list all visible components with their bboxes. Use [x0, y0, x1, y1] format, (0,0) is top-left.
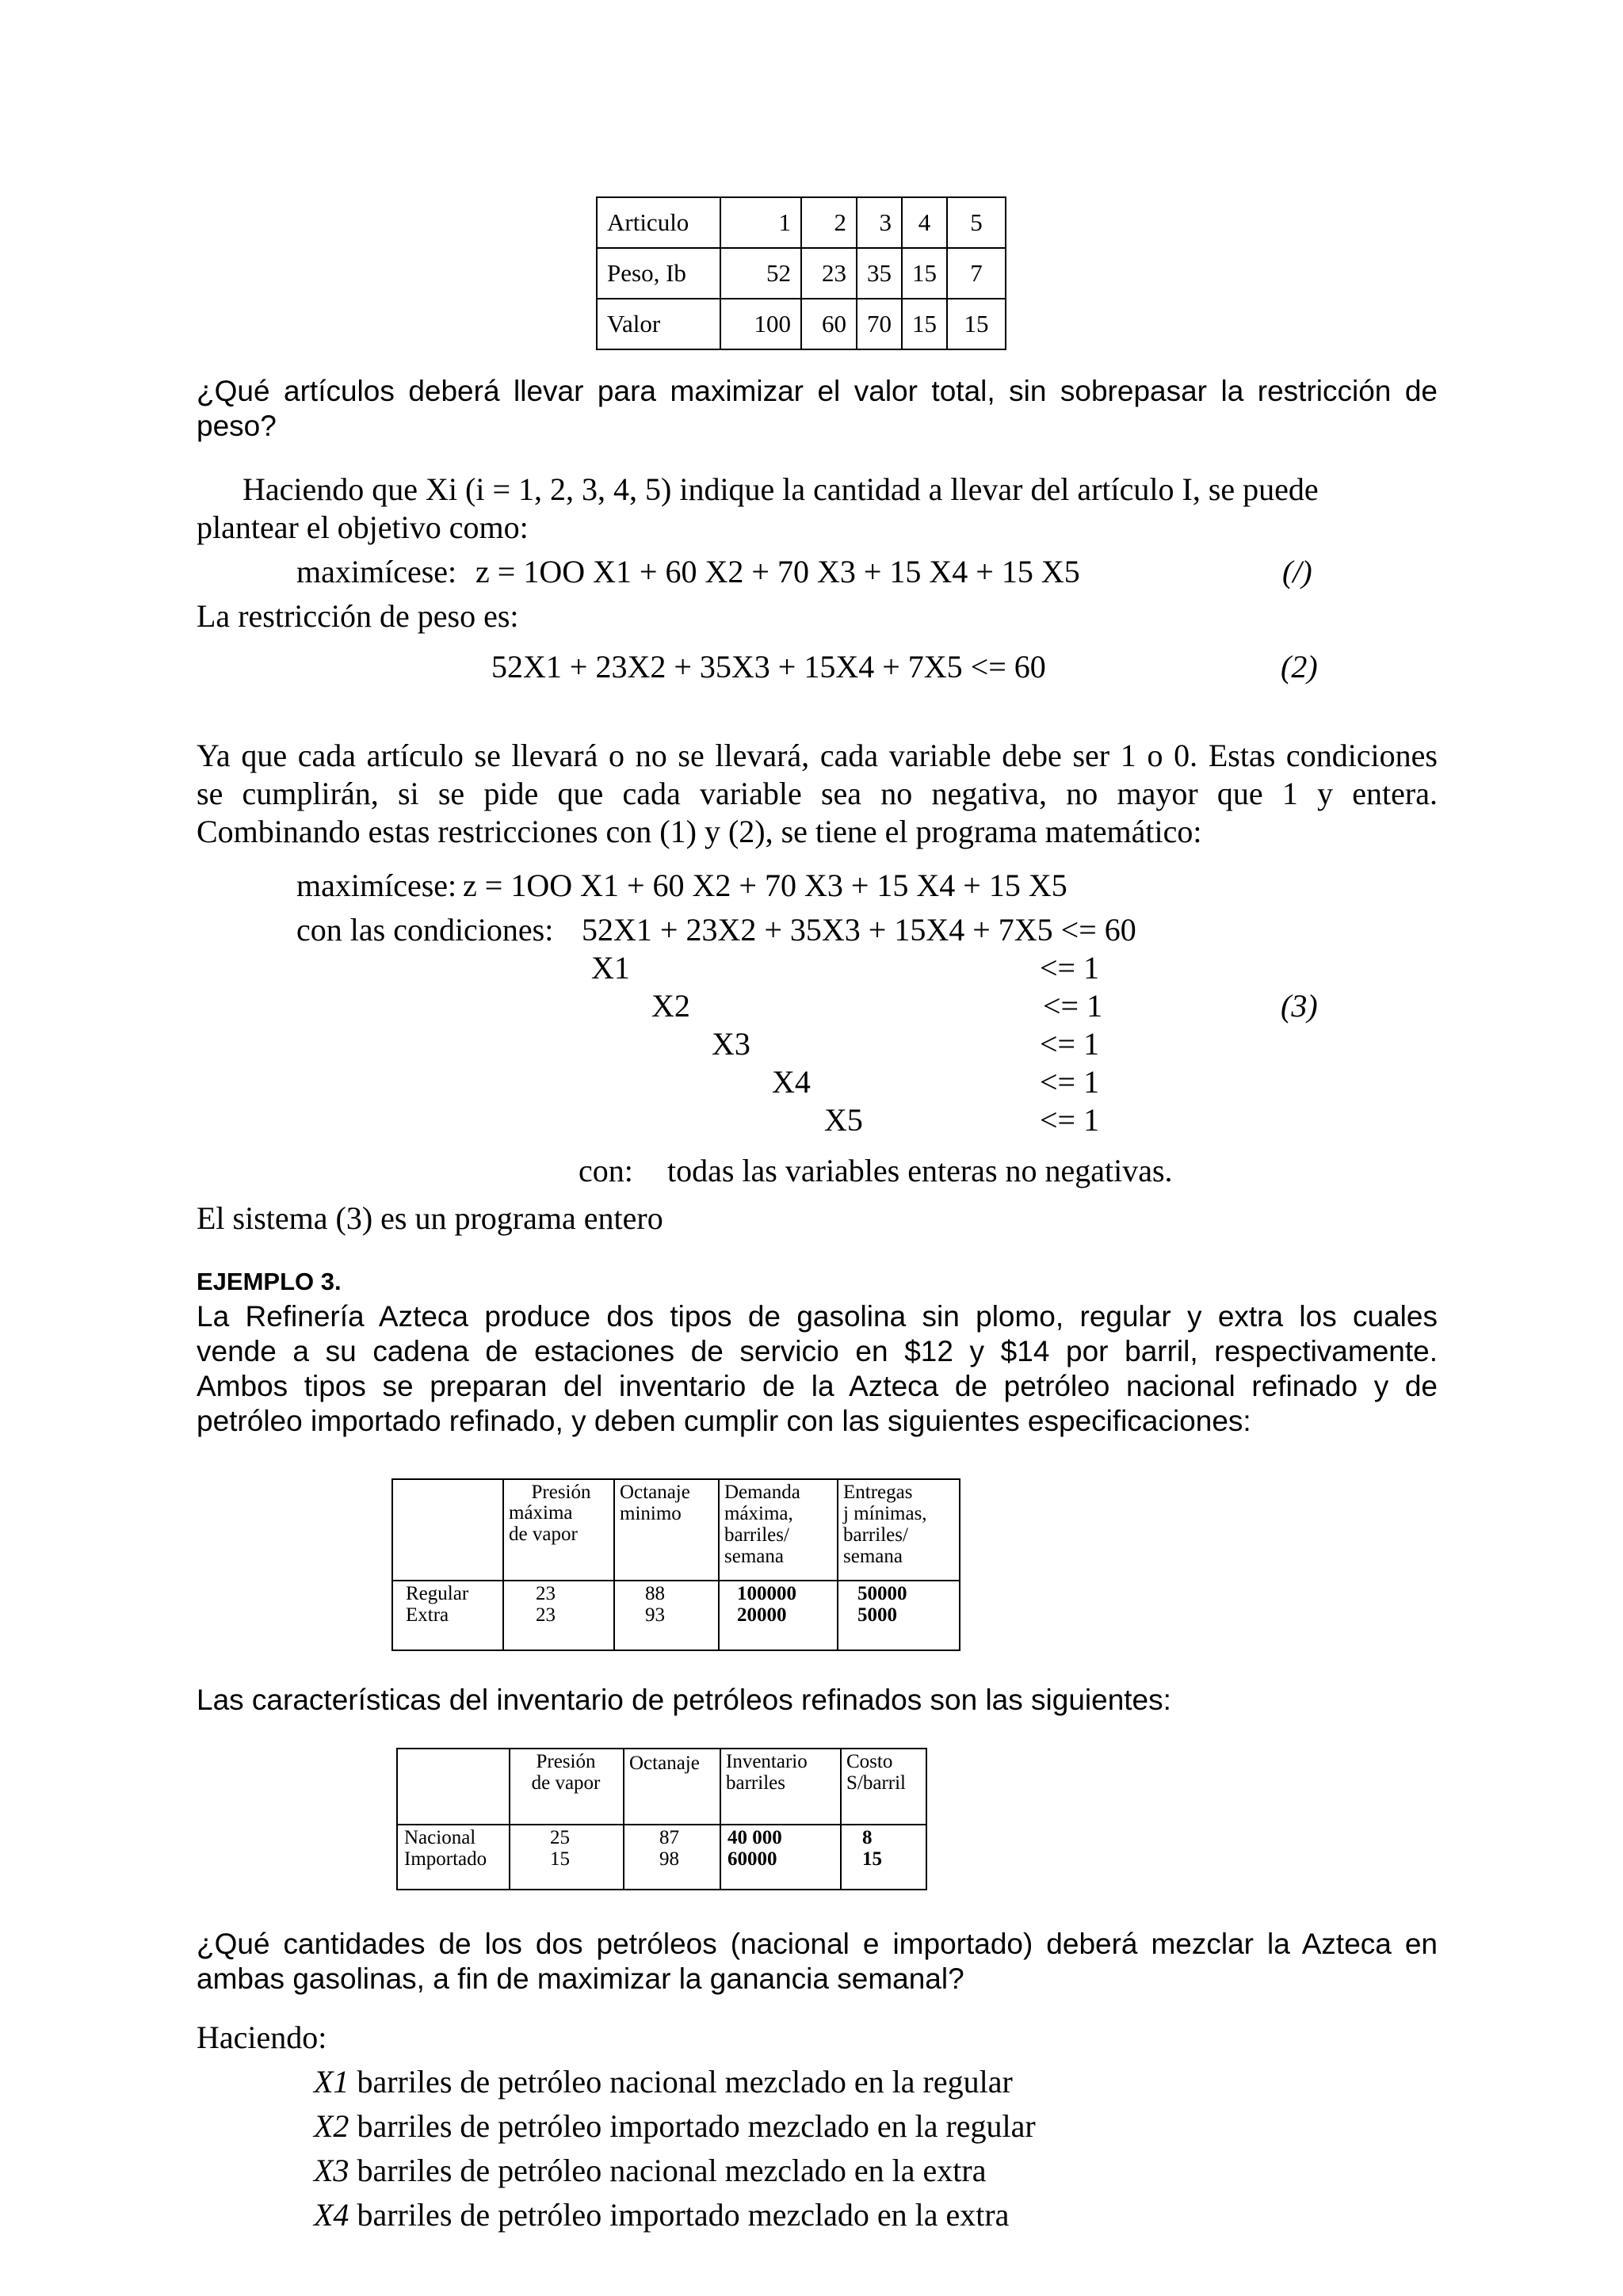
table-cell: 1 — [720, 197, 801, 248]
table-cell: 4 — [902, 197, 947, 248]
column-header: Presión — [531, 1482, 591, 1503]
table-cell: 60 — [801, 299, 857, 349]
table-column: 23 23 — [536, 1583, 556, 1626]
program-bound: <= 1 — [1040, 1102, 1100, 1138]
column-header: Inventario barriles — [726, 1751, 808, 1794]
objective-label: maximícese: — [296, 554, 457, 589]
paragraph-line: vende a su cadena de estaciones de servicio en $12 y $14 por barril, respectivamente. — [197, 1335, 1438, 1367]
paragraph-line: La Refinería Azteca produce dos tipos de gasolina sin plomo, regular y extra los cuales — [197, 1300, 1438, 1333]
column-header: Presión de vapor — [531, 1751, 601, 1794]
definition-item: X3 barriles de petróleo nacional mezclado en la extra — [314, 2153, 987, 2188]
inventory-table — [396, 1748, 927, 1890]
table-cell: 5 — [947, 197, 1006, 248]
definition-item: X1 barriles de petróleo nacional mezclado en la regular — [314, 2064, 1013, 2100]
weight-intro: La restricción de peso es: — [197, 598, 519, 634]
table-column: 50000 5000 — [857, 1583, 907, 1626]
specifications-table — [391, 1478, 960, 1651]
column-header: Costo S/barril — [846, 1751, 906, 1794]
objective-expression: z = 1OO X1 + 60 X2 + 70 X3 + 15 X4 + 15 X5 — [475, 554, 1080, 589]
table-column: 88 93 — [645, 1583, 665, 1626]
row-label: Peso, Ib — [597, 248, 720, 299]
program-bound: <= 1 — [1040, 1064, 1100, 1100]
table-cell: 70 — [857, 299, 902, 349]
definition-item: X4 barriles de petróleo importado mezclado en la extra — [314, 2197, 1010, 2233]
program-var: X4 — [772, 1064, 811, 1100]
table-row — [597, 299, 1006, 349]
table-column: 8 15 — [862, 1827, 882, 1870]
intro-line: plantear el objetivo como: — [197, 509, 529, 545]
table-row — [597, 248, 1006, 299]
program-cond-label: con las condiciones: — [296, 912, 554, 948]
program-bound: <= 1 — [1040, 950, 1100, 986]
table-cell: 2 — [801, 197, 857, 248]
haciendo-label: Haciendo: — [197, 2019, 327, 2055]
table-cell: 15 — [902, 248, 947, 299]
program-var: X2 — [651, 988, 690, 1024]
program-max-label: maximícese: — [296, 868, 457, 903]
equation-tag: (3) — [1281, 988, 1318, 1024]
table-row — [597, 197, 1006, 248]
question-paragraph: ¿Qué artículos deberá llevar para maximizar el valor total, sin sobrepasar la restricción de peso? — [197, 375, 1438, 442]
program-con-label: con: — [579, 1153, 633, 1188]
table-cell: 35 — [857, 248, 902, 299]
table-cell: 52 — [720, 248, 801, 299]
variable-name: X3 — [314, 2153, 349, 2188]
table-cell: 100 — [720, 299, 801, 349]
table-cell: 15 — [947, 299, 1006, 349]
program-bound: <= 1 — [1040, 1026, 1100, 1062]
program-var: X3 — [712, 1026, 750, 1062]
table-cell: 23 — [801, 248, 857, 299]
table-column: 100000 20000 — [737, 1583, 796, 1626]
question-paragraph: ¿Qué cantidades de los dos petróleos (nacional e importado) deberá mezclar la Azteca en ambas gasolinas, a fin de maximizar la ganancia semanal? — [197, 1928, 1438, 1995]
equation-tag: (2) — [1281, 649, 1318, 685]
program-var: X1 — [591, 950, 630, 986]
items-table — [596, 196, 1006, 350]
inventory-intro: Las características del inventario de petróleos refinados son las siguientes: — [197, 1684, 1171, 1716]
program-cond-expression: 52X1 + 23X2 + 35X3 + 15X4 + 7X5 <= 60 — [582, 912, 1136, 948]
variable-name: X2 — [314, 2108, 349, 2144]
paragraph-line: Ambos tipos se preparan del inventario de la Azteca de petróleo nacional refinado y de — [197, 1370, 1438, 1402]
table-cell: 3 — [857, 197, 902, 248]
variable-name: X4 — [314, 2197, 349, 2233]
column-header: máxima de vapor — [509, 1502, 578, 1545]
column-header: Octanaje minimo — [620, 1482, 690, 1524]
row-labels: Nacional Importado — [404, 1827, 487, 1870]
table-column: 87 98 — [659, 1827, 679, 1870]
paragraph-line: petróleo importado refinado, y deben cumplir con las siguientes especificaciones: — [197, 1405, 1251, 1437]
paragraph-line: se cumplirán, si se pide que cada variable sea no negativa, no mayor que 1 y entera. — [197, 776, 1438, 811]
definition-item: X2 barriles de petróleo importado mezclado en la regular — [314, 2108, 1036, 2144]
variable-name: X1 — [314, 2064, 349, 2100]
equation-tag: (/) — [1282, 554, 1312, 589]
table-cell: 15 — [902, 299, 947, 349]
column-header: Octanaje — [629, 1753, 700, 1774]
program-max-expression: z = 1OO X1 + 60 X2 + 70 X3 + 15 X4 + 15 X5 — [463, 868, 1067, 903]
program-var: X5 — [824, 1102, 863, 1138]
table-column: 25 15 — [550, 1827, 570, 1870]
column-header: Entregas j mínimas, barriles/ semana — [843, 1482, 927, 1567]
intro-line: Haciendo que Xi (i = 1, 2, 3, 4, 5) indique la cantidad a llevar del artículo I, se puede — [242, 471, 1319, 507]
row-label: Articulo — [597, 197, 720, 248]
program-con-text: todas las variables enteras no negativas. — [667, 1153, 1173, 1188]
column-header: Demanda máxima, barriles/ semana — [724, 1482, 800, 1567]
paragraph-line: Ya que cada artículo se llevará o no se llevará, cada variable debe ser 1 o 0. Estas condiciones — [197, 738, 1438, 773]
paragraph-line: Combinando estas restricciones con (1) y (2), se tiene el programa matemático: — [197, 814, 1202, 849]
weight-expression: 52X1 + 23X2 + 35X3 + 15X4 + 7X5 <= 60 — [491, 649, 1046, 685]
system-note: El sistema (3) es un programa entero — [197, 1200, 663, 1236]
table-column: 40 000 60000 — [727, 1827, 782, 1870]
table-cell: 7 — [947, 248, 1006, 299]
row-labels: Regular Extra — [406, 1583, 469, 1626]
program-bound: <= 1 — [1043, 988, 1103, 1024]
row-label: Valor — [597, 299, 720, 349]
section-heading: EJEMPLO 3. — [197, 1268, 342, 1295]
